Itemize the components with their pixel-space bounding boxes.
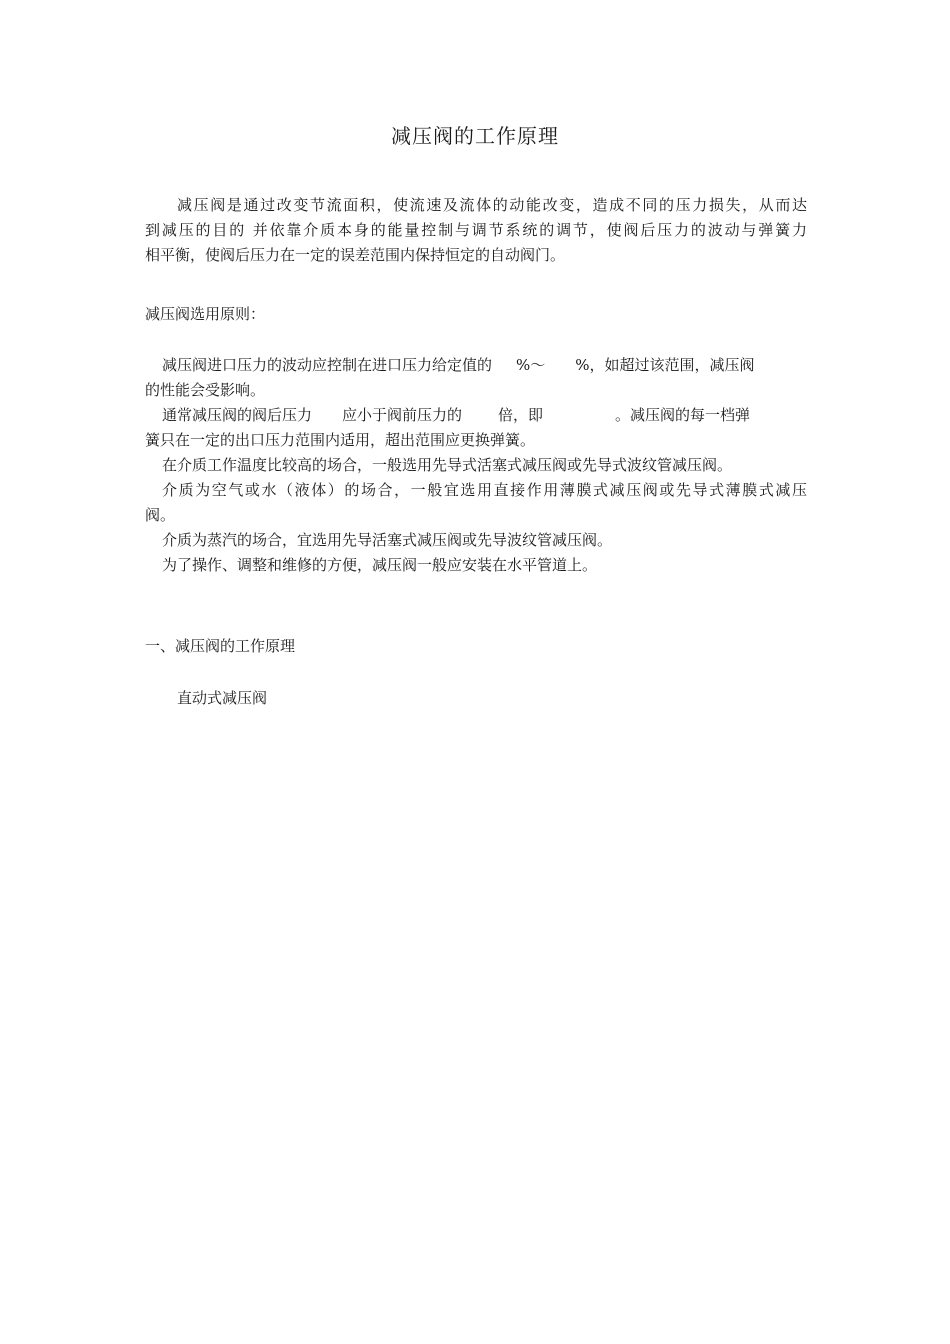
- rule-1-line-1: [145, 353, 807, 378]
- intro-paragraph: [145, 193, 807, 268]
- rule-1-text-c: %，如超过该范围，减压阀: [575, 356, 755, 374]
- rule-1-text-b: %～: [516, 356, 546, 374]
- rule-4-line-1: 介质为空气或水（液体）的场合，一般宜选用直接作用薄膜式减压阀或先导式薄膜式减压: [162, 481, 807, 499]
- rule-1-line-2: 的性能会受影响。: [145, 381, 266, 399]
- rule-2-line-1: [145, 403, 807, 428]
- selection-rules: [145, 353, 807, 578]
- rule-2-text-d: 。减压阀的每一档弹: [615, 406, 751, 424]
- rule-2-text-b: 应小于阀前压力的: [342, 406, 463, 424]
- rule-4-line-2: 阀。: [145, 506, 176, 524]
- selection-heading-text: 减压阀选用原则：: [145, 305, 266, 323]
- rule-2-line-2: 簧只在一定的出口压力范围内适用，超出范围应更换弹簧。: [145, 431, 536, 449]
- selection-heading: [145, 302, 807, 327]
- rule-2-text-c: 倍，即: [498, 406, 544, 424]
- rule-2-text-a: 通常减压阀的阀后压力: [162, 406, 313, 424]
- section-1-heading-text: 一、减压阀的工作原理: [145, 637, 296, 655]
- page-title: 减压阀的工作原理: [391, 124, 559, 148]
- intro-line-1: 减压阀是通过改变节流面积，使流速及流体的动能改变，造成不同的压力损失，从而达: [177, 196, 807, 214]
- intro-line-3: 相平衡，使阀后压力在一定的误差范围内保持恒定的自动阀门。: [145, 246, 566, 264]
- rule-6: 为了操作、调整和维修的方便，减压阀一般应安装在水平管道上。: [162, 556, 598, 574]
- section-1-heading: [145, 634, 807, 659]
- subsection-1-heading: [145, 686, 807, 711]
- subsection-1-heading-text: 直动式减压阀: [177, 689, 268, 707]
- intro-line-2: 到减压的目的 并依靠介质本身的能量控制与调节系统的调节，使阀后压力的波动与弹簧力: [145, 221, 807, 239]
- rule-1-text-a: 减压阀进口压力的波动应控制在进口压力给定值的: [162, 356, 493, 374]
- rule-3: 在介质工作温度比较高的场合，一般选用先导式活塞式减压阀或先导式波纹管减压阀。: [162, 456, 733, 474]
- rule-5: 介质为蒸汽的场合，宜选用先导活塞式减压阀或先导波纹管减压阀。: [162, 531, 613, 549]
